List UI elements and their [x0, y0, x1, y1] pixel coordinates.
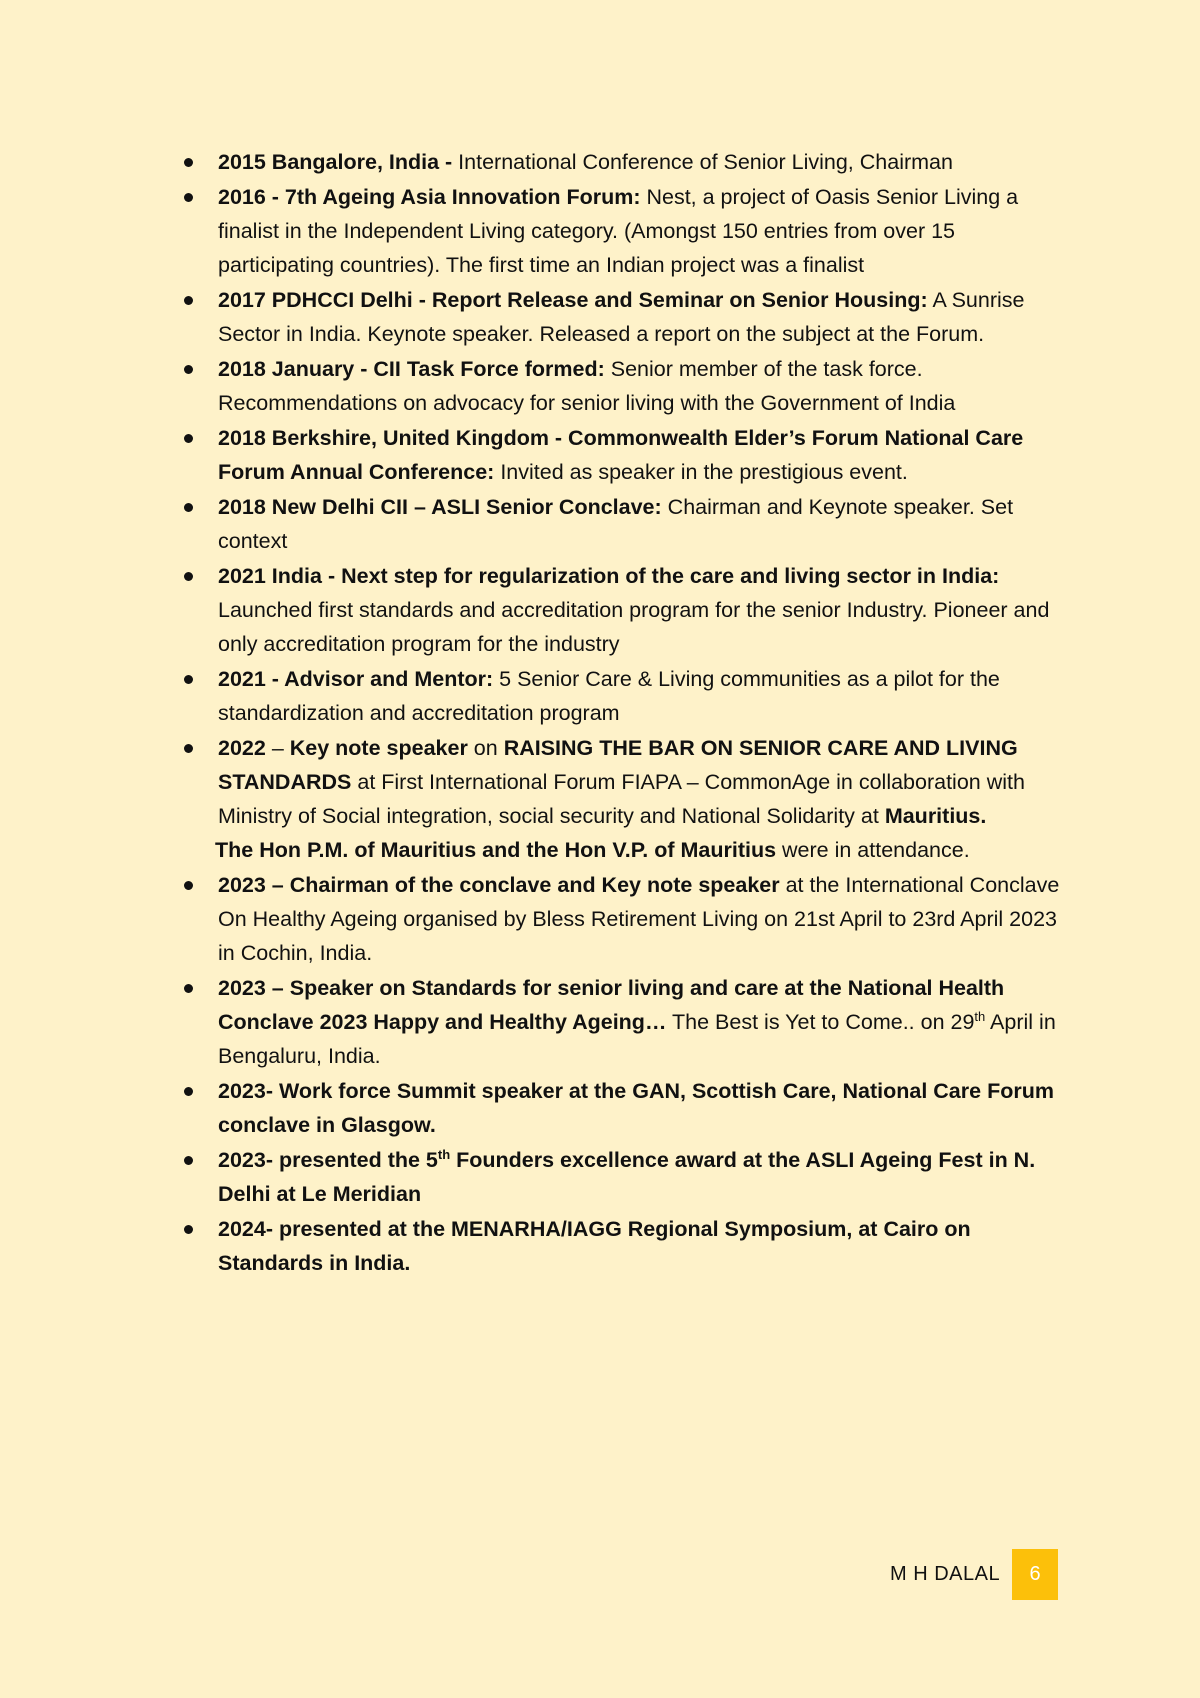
- achievements-list: [175, 145, 1075, 1281]
- list-item: 2021 India - Next step for regularization of the care and living sector in India: Launched first standards and accreditation program for the senior Industry. Pioneer and only accreditation program for the industry: [175, 559, 1075, 661]
- page-number-badge: 6: [1012, 1549, 1058, 1600]
- list-item: 2022 – Key note speaker on RAISING THE BAR ON SENIOR CARE AND LIVING STANDARDS at First International Forum FIAPA – CommonAge in collaboration with Ministry of Social integration, social security and National Solidarity at Mauritius. The Hon P.M. of Mauritius and the Hon V.P. of Mauritius were in attendance.: [175, 731, 1075, 867]
- list-item: 2023 – Chairman of the conclave and Key note speaker at the International Conclave On Healthy Ageing organised by Bless Retirement Living on 21st April to 23rd April 2023 in Cochin, India.: [175, 868, 1075, 970]
- list-item: 2021 - Advisor and Mentor: 5 Senior Care & Living communities as a pilot for the standardization and accreditation program: [175, 662, 1075, 730]
- list-item: 2017 PDHCCI Delhi - Report Release and Seminar on Senior Housing: A Sunrise Sector in India. Keynote speaker. Released a report on the subject at the Forum.: [175, 283, 1075, 351]
- list-item: 2023- presented the 5th Founders excellence award at the ASLI Ageing Fest in N. Delhi at Le Meridian: [175, 1143, 1075, 1211]
- page-footer: [890, 1549, 1058, 1600]
- list-item: 2018 New Delhi CII – ASLI Senior Conclave: Chairman and Keynote speaker. Set context: [175, 490, 1075, 558]
- list-item: 2023 – Speaker on Standards for senior living and care at the National Health Conclave 2023 Happy and Healthy Ageing… The Best is Yet to Come.. on 29th April in Bengaluru, India.: [175, 971, 1075, 1073]
- list-item: 2015 Bangalore, India - International Conference of Senior Living, Chairman: [175, 145, 1075, 179]
- author-name: M H DALAL: [890, 1563, 1001, 1585]
- list-item: 2018 January - CII Task Force formed: Senior member of the task force. Recommendations on advocacy for senior living with the Government of India: [175, 352, 1075, 420]
- list-item: 2024- presented at the MENARHA/IAGG Regional Symposium, at Cairo on Standards in India.: [175, 1212, 1075, 1280]
- list-item: 2018 Berkshire, United Kingdom - Commonwealth Elder’s Forum National Care Forum Annual Conference: Invited as speaker in the prestigious event.: [175, 421, 1075, 489]
- list-item: 2023- Work force Summit speaker at the GAN, Scottish Care, National Care Forum conclave in Glasgow.: [175, 1074, 1075, 1142]
- list-item: 2016 - 7th Ageing Asia Innovation Forum: Nest, a project of Oasis Senior Living a finalist in the Independent Living category. (Amongst 150 entries from over 15 participating countries). The first time an Indian project was a finalist: [175, 180, 1075, 282]
